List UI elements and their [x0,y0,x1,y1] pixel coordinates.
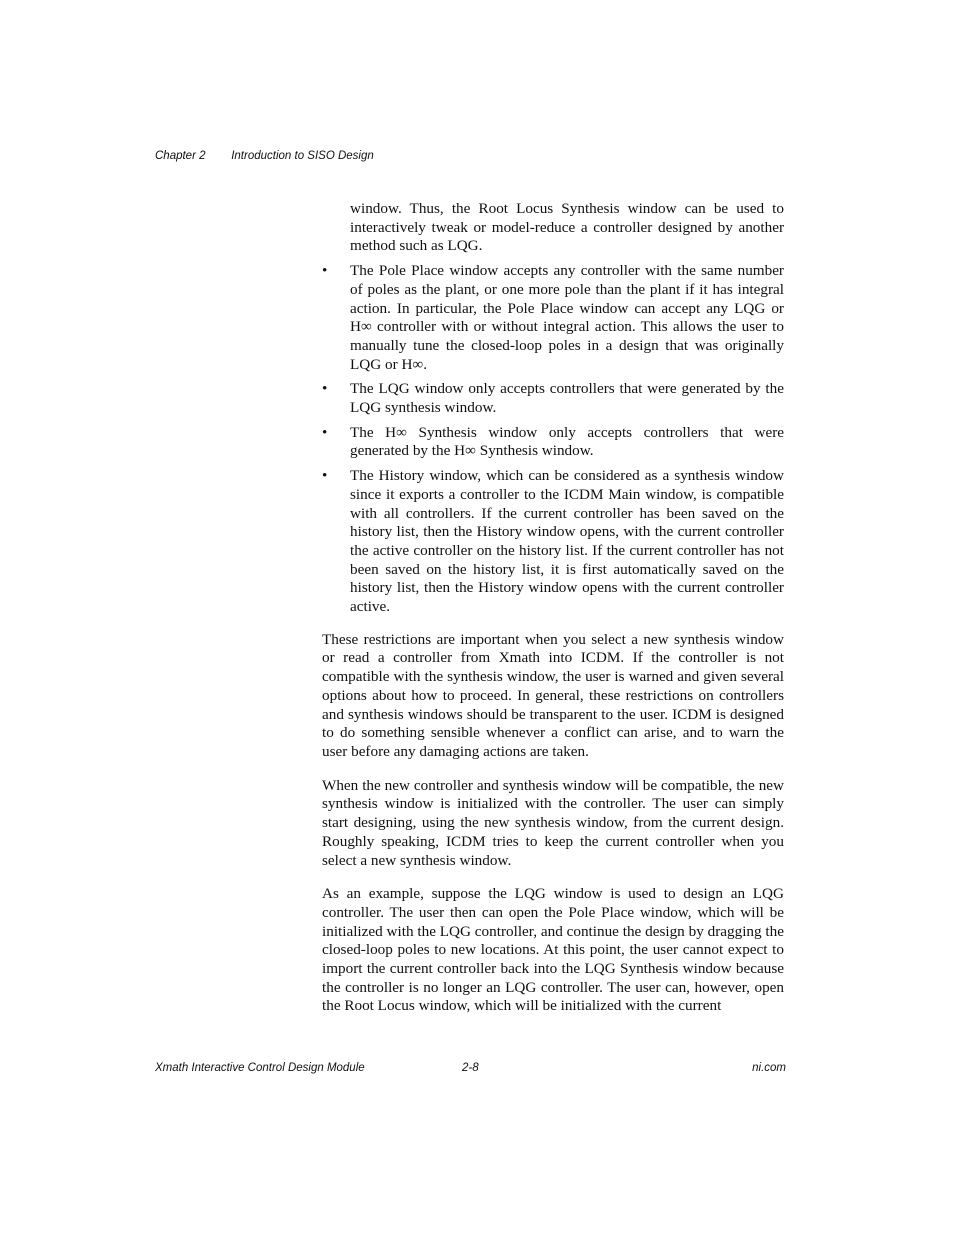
bullet-text: The LQG window only accepts controllers that were generated by the LQG synthesis window. [350,380,784,417]
body-paragraph: When the new controller and synthesis window will be compatible, the new synthesis window is initialized with the controller. The user can simply start designing, using the new synthesis window, from the current design. Roughly speaking, ICDM tries to keep the current controller when you select a new synthesis window. [322,776,784,869]
bullet-icon: • [322,380,328,398]
page-body [322,200,784,1016]
list-item [322,262,784,374]
bullet-icon: • [322,423,328,441]
page-number: 2-8 [462,1062,479,1074]
bullet-text: The History window, which can be considered as a synthesis window since it exports a controller to the ICDM Main window, is compatible with all controllers. If the current controller has been saved on the history list, then the History window opens, with the current controller the active controller on the history list. If the current controller has not been saved on the history list, it is first automatically saved on the history list, then the History window opens with the current controller active. [350,467,784,616]
continued-paragraph: window. Thus, the Root Locus Synthesis window can be used to interactively tweak or model-reduce a controller designed by another method such as LQG. [350,200,784,255]
bullet-text: The Pole Place window accepts any controller with the same number of poles as the plant, or one more pole than the plant if it has integral action. In particular, the Pole Place window can accept any LQG or H∞ controller with or without integral action. This allows the user to manually tune the closed-loop poles in a design that was originally LQG or H∞. [350,262,784,373]
chapter-title: Introduction to SISO Design [231,150,374,162]
footer-website: ni.com [752,1062,786,1074]
body-paragraph: These restrictions are important when you select a new synthesis window or read a controller from Xmath into ICDM. If the controller is not compatible with the synthesis window, the user is warned and given several options about how to proceed. In general, these restrictions on controllers and synthesis windows should be transparent to the user. ICDM is designed to do something sensible whenever a conflict can arise, and to warn the user before any damaging actions are taken. [322,630,784,760]
chapter-label: Chapter 2 [155,150,206,162]
running-header [155,150,374,162]
bullet-icon: • [322,262,328,280]
compatibility-bullet-list [322,262,784,617]
bullet-text: The H∞ Synthesis window only accepts controllers that were generated by the H∞ Synthesis window. [350,423,784,460]
body-paragraph: As an example, suppose the LQG window is used to design an LQG controller. The user then can open the Pole Place window, which will be initialized with the LQG controller, and continue the design by dragging the closed-loop poles to new locations. At this point, the user cannot expect to import the current controller back into the LQG Synthesis window because the controller is no longer an LQG controller. The user can, however, open the Root Locus window, which will be initialized with the current [322,885,784,1015]
footer-manual-title: Xmath Interactive Control Design Module [155,1062,365,1074]
bullet-icon: • [322,467,328,485]
list-item [322,424,784,461]
list-item [322,380,784,417]
list-item [322,467,784,617]
